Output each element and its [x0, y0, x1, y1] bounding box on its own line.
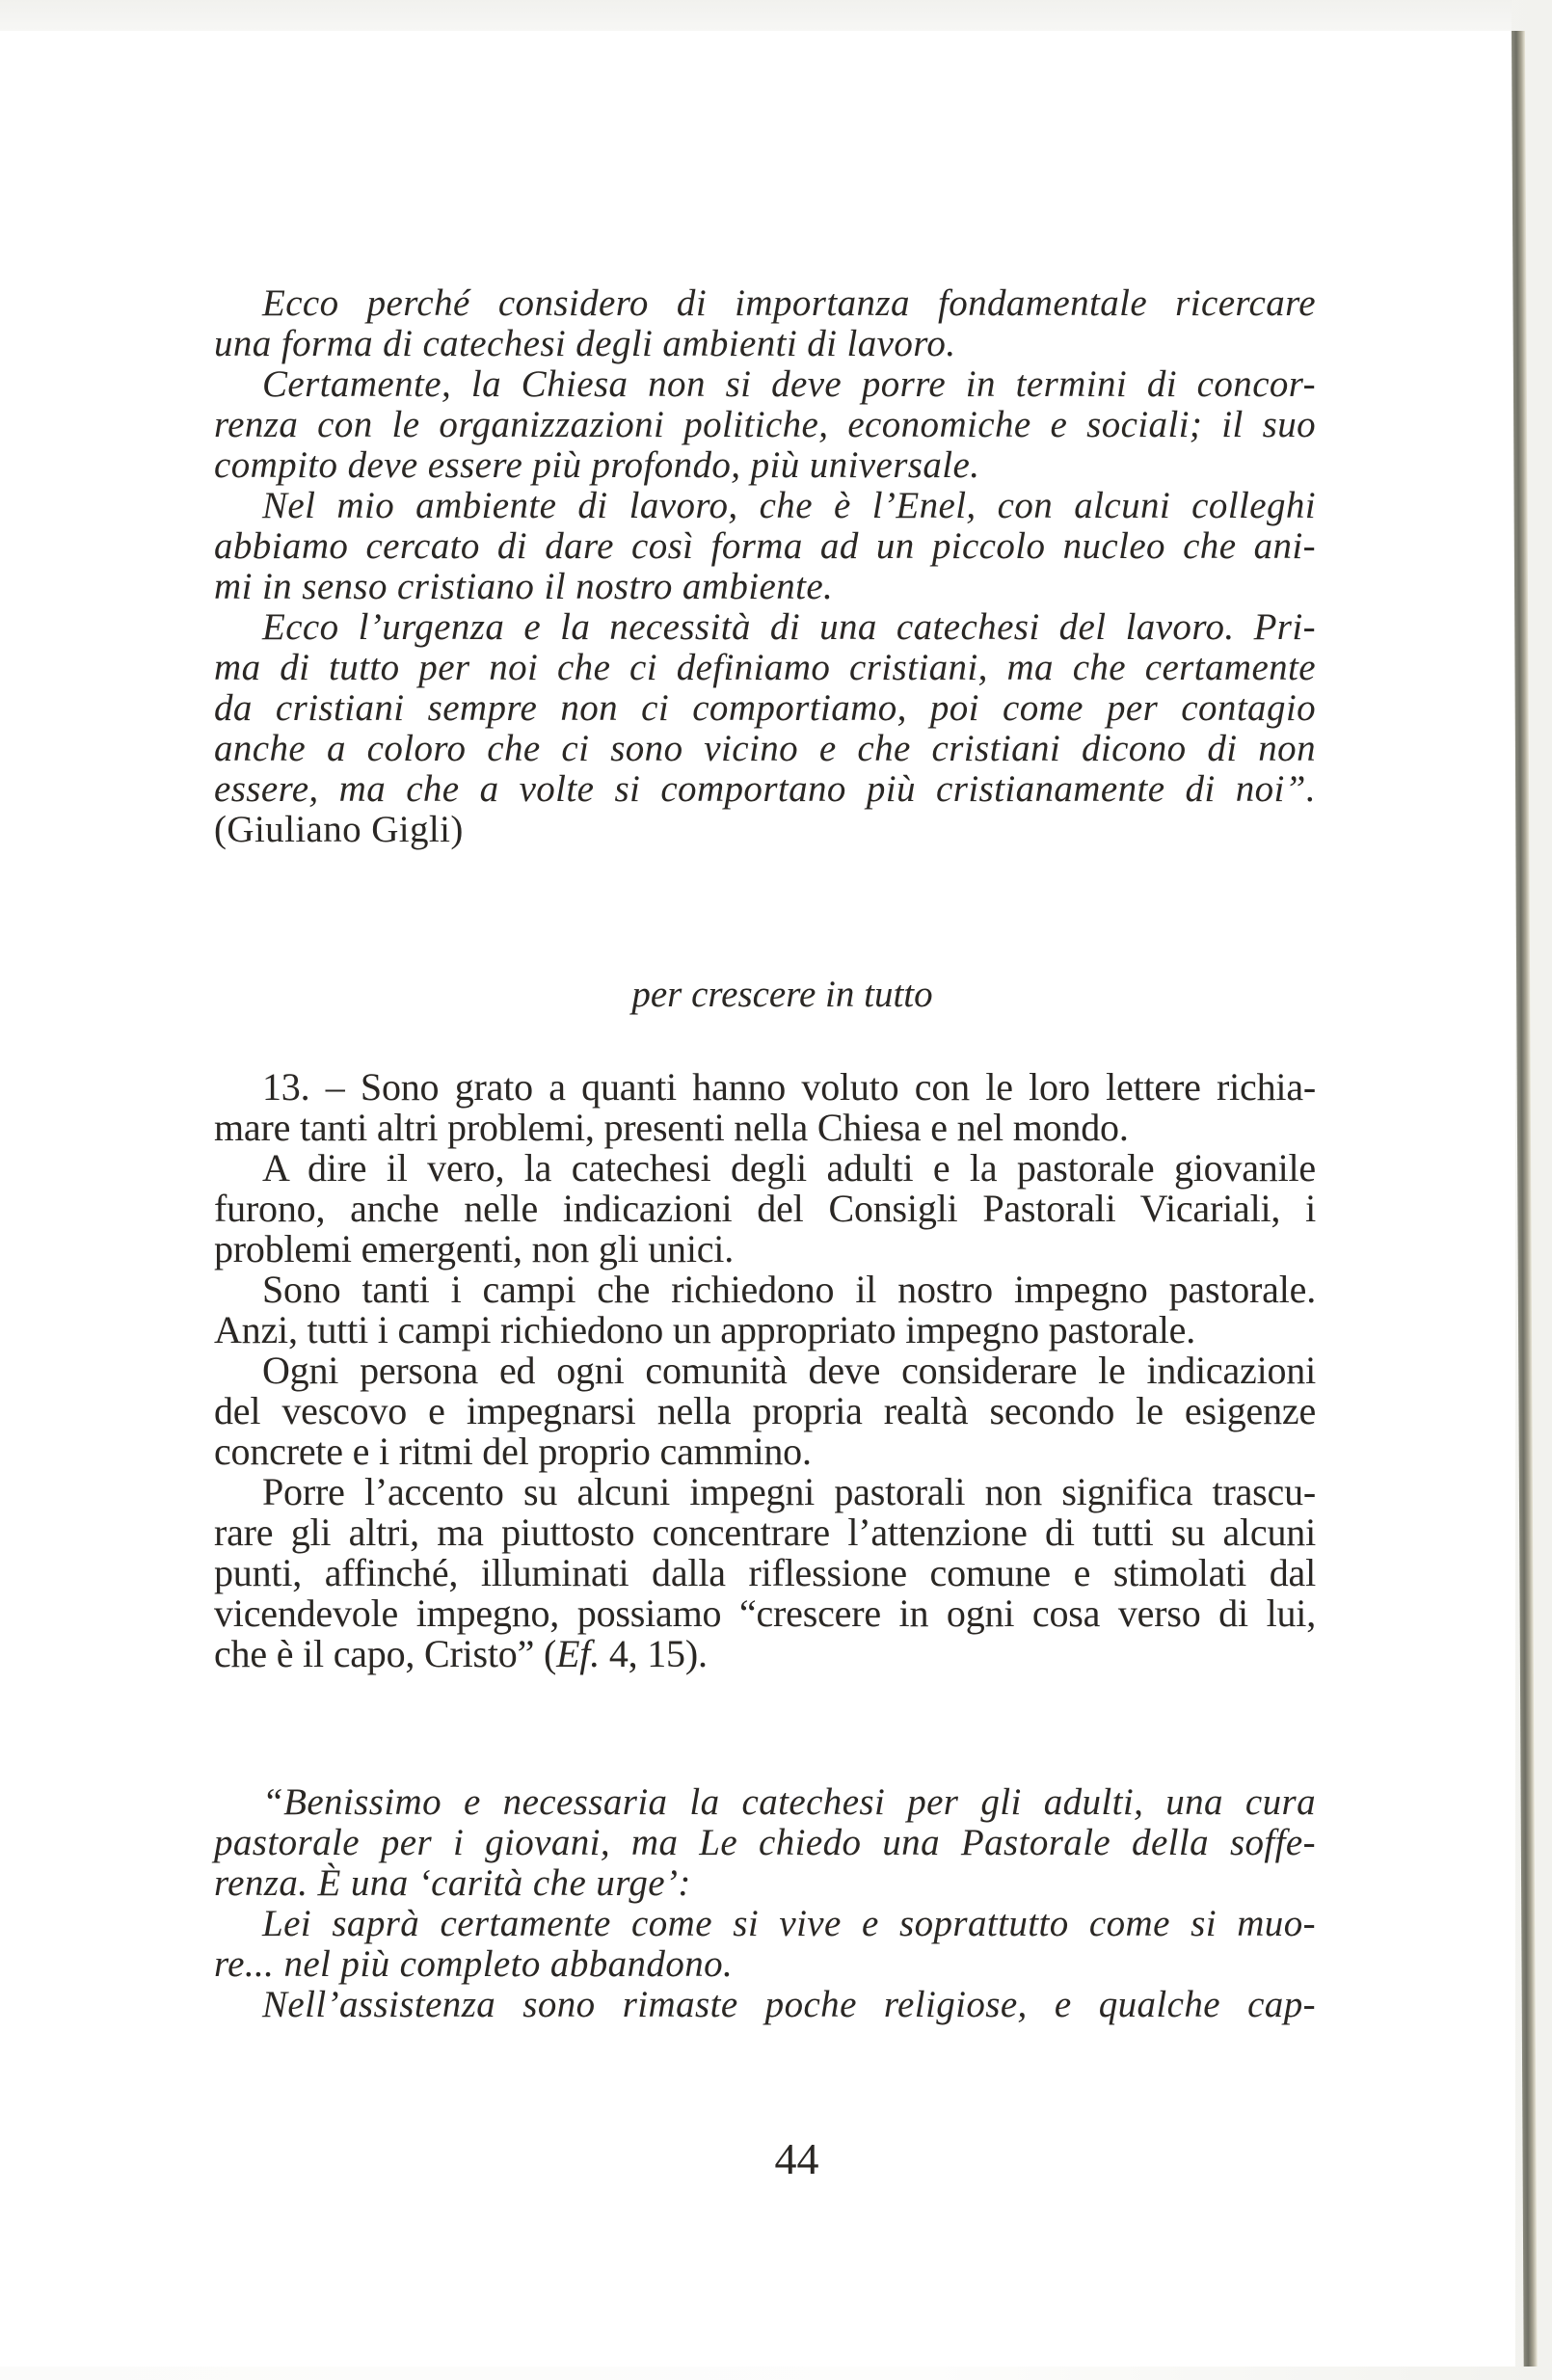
- text-line: compito deve essere più profondo, più universale.: [214, 444, 980, 486]
- scanner-top-margin: [0, 0, 1512, 31]
- text-line: A dire il vero, la catechesi degli adulti e la pastorale giovanile: [262, 1146, 1316, 1190]
- text-line: Ecco l’urgenza e la necessità di una catechesi del lavoro. Pri-: [262, 606, 1316, 648]
- quoted-letter-block-2: [214, 1782, 1316, 2025]
- scripture-citation-ref: 4, 15).: [600, 1632, 708, 1675]
- text-line: Ogni persona ed ogni comunità deve considerare le indicazioni: [262, 1349, 1316, 1392]
- text-line: concrete e i ritmi del proprio cammino.: [214, 1430, 812, 1473]
- text-line: Lei saprà certamente come si vive e soprattutto come si muo-: [262, 1903, 1316, 1944]
- text-line: renza. È una ‘carità che urge’:: [214, 1862, 691, 1904]
- text-line: anche a coloro che ci sono vicino e che cristiani dicono di non: [214, 728, 1316, 769]
- text-line: renza con le organizzazioni politiche, economiche e sociali; il suo: [214, 404, 1316, 445]
- text-line: Porre l’accento su alcuni impegni pastorali non significa trascu-: [262, 1470, 1316, 1513]
- text-line: mare tanti altri problemi, presenti nella Chiesa e nel mondo.: [214, 1106, 1129, 1149]
- section-13-body: [214, 1067, 1316, 1674]
- text-line: Nel mio ambiente di lavoro, che è l’Enel, con alcuni colleghi: [262, 485, 1316, 526]
- text-line: Nell’assistenza sono rimaste poche religiose, e qualche cap-: [262, 1984, 1316, 2025]
- text-line: rare gli altri, ma piuttosto concentrare l’attenzione di tutti su alcuni: [214, 1511, 1316, 1554]
- text-line: vicendevole impegno, possiamo “crescere in ogni cosa verso di lui,: [214, 1591, 1316, 1635]
- text-line: abbiamo cercato di dare così forma ad un piccolo nucleo che ani-: [214, 525, 1316, 567]
- text-line: “Benissimo e necessaria la catechesi per gli adulti, una cura: [262, 1781, 1316, 1823]
- text-line: re... nel più completo abbandono.: [214, 1943, 734, 1985]
- section-heading: per crescere in tutto: [631, 974, 933, 1015]
- text-line: del vescovo e impegnarsi nella propria realtà secondo le esigenze: [214, 1389, 1316, 1432]
- text-line: ma di tutto per noi che ci definiamo cristiani, ma che certamente: [214, 647, 1316, 688]
- text-line: Sono tanti i campi che richiedono il nostro impegno pastorale.: [262, 1268, 1316, 1311]
- quoted-letter-block: [214, 283, 1316, 850]
- text-line: 13. – Sono grato a quanti hanno voluto con le loro lettere richia-: [262, 1065, 1316, 1109]
- text-line: punti, affinché, illuminati dalla riflessione comune e stimolati dal: [214, 1551, 1316, 1594]
- text-line: una forma di catechesi degli ambienti di lavoro.: [214, 323, 956, 364]
- text-line: Ecco perché considero di importanza fondamentale ricercare: [262, 282, 1316, 324]
- text-line: pastorale per i giovani, ma Le chiedo una Pastorale della soffe-: [214, 1822, 1316, 1863]
- text-line: essere, ma che a volte si comportano più cristianamente di noi”.: [214, 768, 1316, 810]
- text-line: furono, anche nelle indicazioni del Consigli Pastorali Vicariali, i: [214, 1187, 1316, 1230]
- text-line: problemi emergenti, non gli unici.: [214, 1227, 735, 1270]
- letter-signature: (Giuliano Gigli): [214, 809, 464, 850]
- text-line: Certamente, la Chiesa non si deve porre in termini di concor-: [262, 363, 1316, 405]
- text-line: da cristiani sempre non ci comportiamo, poi come per contagio: [214, 687, 1316, 729]
- page-number: 44: [774, 2134, 819, 2183]
- text-line: mi in senso cristiano il nostro ambiente.: [214, 566, 834, 607]
- text-fragment: che è il capo, Cristo” (: [214, 1632, 557, 1675]
- text-line: Anzi, tutti i campi richiedono un appropriato impegno pastorale.: [214, 1308, 1196, 1351]
- scripture-citation-abbrev: Ef.: [556, 1632, 601, 1675]
- text-line-with-citation: [214, 1634, 1316, 1674]
